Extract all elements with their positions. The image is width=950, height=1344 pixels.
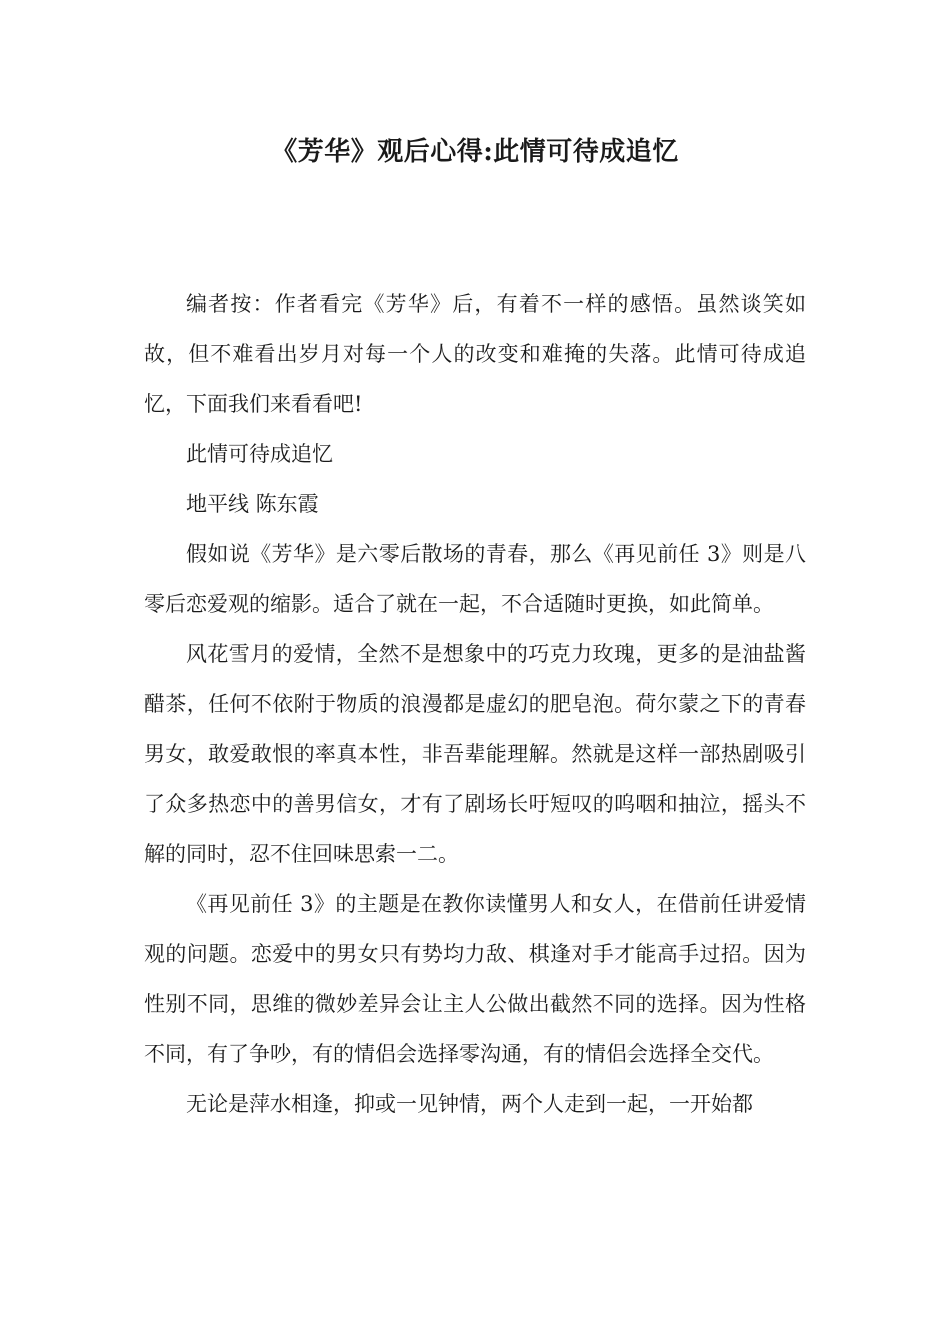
paragraph-body: 无论是萍水相逢，抑或一见钟情，两个人走到一起，一开始都 [186,1092,753,1116]
document-body [144,279,806,1129]
paragraph-byline: 地平线 陈东霞 [186,492,319,516]
paragraph-body: 风花雪月的爱情，全然不是想象中的巧克力玫瑰，更多的是油盐酱醋茶，任何不依附于物质的浪漫都是虚幻的肥皂泡。荷尔蒙之下的青春男女，敢爱敢恨的率真本性，非吾辈能理解。然就是这样一部热剧吸引了众多热恋中的善男信女，才有了剧场长吁短叹的呜咽和抽泣，摇头不解的同时，忍不住回味思索一二。 [144,642,806,866]
document-title: 《芳华》观后心得:此情可待成追忆 [271,137,679,167]
paragraph-editor-note: 编者按：作者看完《芳华》后，有着不一样的感悟。虽然谈笑如故，但不难看出岁月对每一个人的改变和难掩的失落。此情可待成追忆，下面我们来看看吧! [144,292,806,416]
paragraph-body: 《再见前任 3》的主题是在教你读懂男人和女人，在借前任讲爱情观的问题。恋爱中的男女只有势均力敌、棋逢对手才能高手过招。因为性别不同，思维的微妙差异会让主人公做出截然不同的选择。因为性格不同，有了争吵，有的情侣会选择零沟通，有的情侣会选择全交代。 [144,892,806,1066]
paragraph-body: 假如说《芳华》是六零后散场的青春，那么《再见前任 3》则是八零后恋爱观的缩影。适合了就在一起，不合适随时更换，如此简单。 [144,542,806,616]
paragraph-article-title: 此情可待成追忆 [186,442,333,466]
